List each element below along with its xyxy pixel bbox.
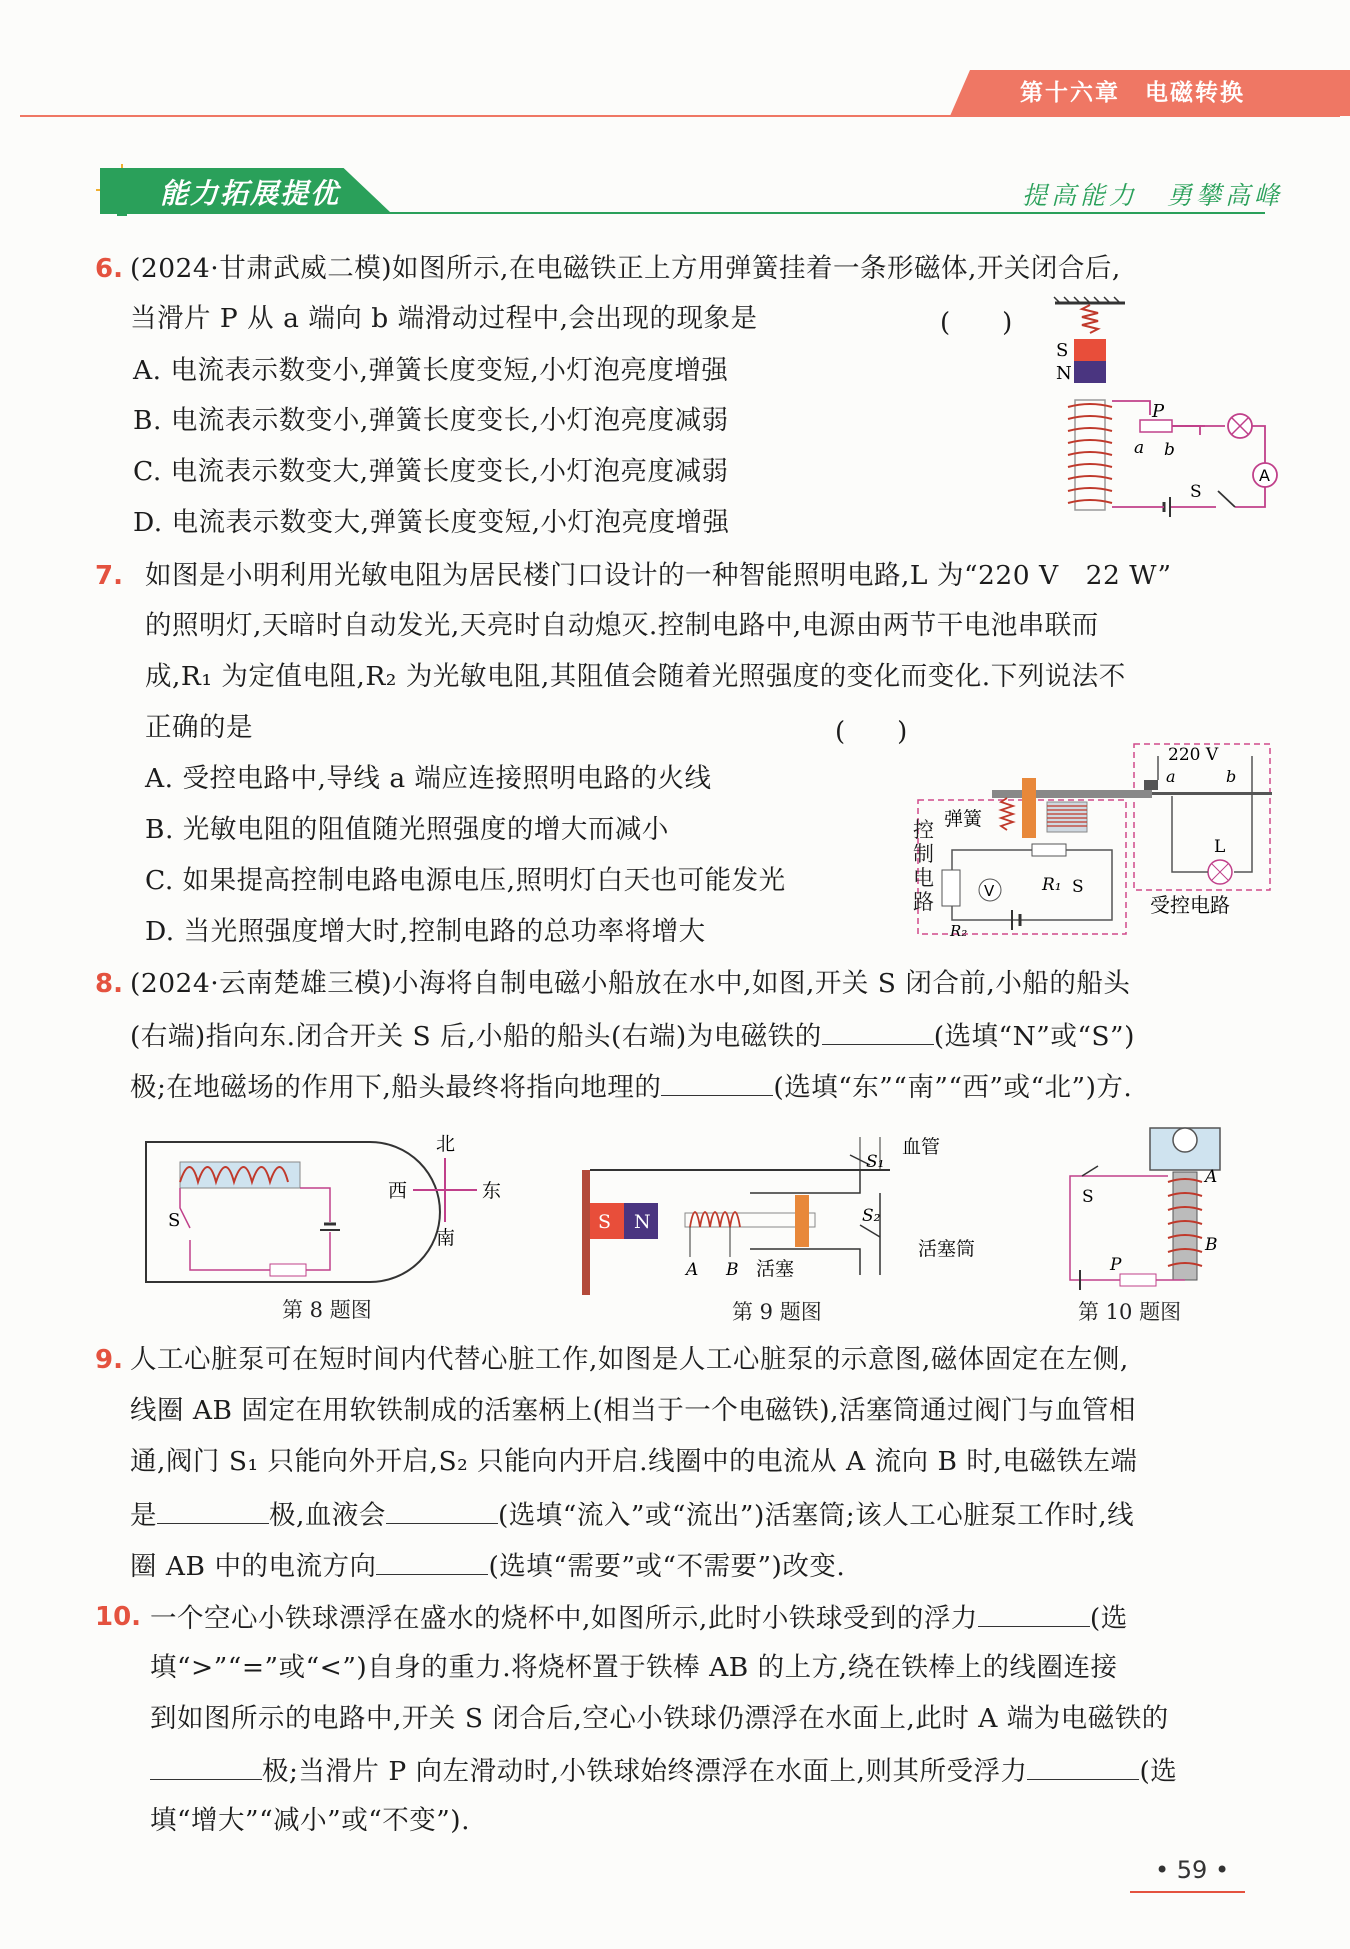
q7-option-a: A. 受控电路中,导线 a 端应连接照明电路的火线 bbox=[145, 763, 712, 794]
q6-option-c: C. 电流表示数变大,弹簧长度变长,小灯泡亮度减弱 bbox=[133, 456, 729, 487]
q8-line: 极;在地磁场的作用下,船头最终将指向地理的 (选填“东”“南”“西”或“北”)方. bbox=[130, 1069, 1132, 1105]
q7-line: 正确的是 bbox=[145, 712, 253, 743]
south-label: 南 bbox=[436, 1227, 456, 1249]
q10-line: 极;当滑片 P 向左滑动时,小铁球始终漂浮在水面上,则其所受浮力 (选 bbox=[150, 1753, 1177, 1789]
q6-line: (2024·甘肃武威二模)如图所示,在电磁铁正上方用弹簧挂着一条形磁体,开关闭合后, bbox=[130, 253, 1121, 284]
spring-label: 弹簧 bbox=[944, 808, 983, 830]
fig8-caption: 第 8 题图 bbox=[282, 1298, 372, 1322]
q9-line: 是 极,血液会 (选填“流入”或“流出”)活塞筒;该人工心脏泵工作时,线 bbox=[130, 1497, 1134, 1533]
answer-blank[interactable] bbox=[661, 1069, 773, 1096]
fig9-a-label: A bbox=[686, 1260, 699, 1280]
ammeter-label: A bbox=[1259, 466, 1270, 485]
q9-line: 线圈 AB 固定在用软铁制成的活塞柄上(相当于一个电磁铁),活塞筒通过阀门与血管相 bbox=[130, 1395, 1137, 1426]
q8-line: (2024·云南楚雄三模)小海将自制电磁小船放在水中,如图,开关 S 闭合前,小船的船头 bbox=[130, 968, 1131, 999]
vessel-label: 血管 bbox=[902, 1136, 941, 1158]
q6-option-a: A. 电流表示数变小,弹簧长度变短,小灯泡亮度增强 bbox=[133, 355, 729, 386]
q6-figure bbox=[1040, 295, 1280, 525]
fig10-switch-label: S bbox=[1082, 1187, 1094, 1207]
answer-blank[interactable] bbox=[1027, 1753, 1139, 1780]
q8-line: (右端)指向东.闭合开关 S 后,小船的船头(右端)为电磁铁的 (选填“N”或“S”) bbox=[130, 1018, 1135, 1054]
q6-option-b: B. 电流表示数变小,弹簧长度变长,小灯泡亮度减弱 bbox=[133, 405, 729, 436]
answer-blank[interactable] bbox=[978, 1600, 1090, 1627]
section-title: 能力拓展提优 bbox=[160, 177, 341, 210]
q9-line: 通,阀门 S₁ 只能向外开启,S₂ 只能向内开启.线圈中的电流从 A 流向 B 时,电磁铁左端 bbox=[130, 1446, 1138, 1477]
wire-a-label: a bbox=[1166, 767, 1176, 786]
q6-option-d: D. 电流表示数变大,弹簧长度变短,小灯泡亮度增强 bbox=[133, 507, 730, 538]
q9-line: 人工心脏泵可在短时间内代替心脏工作,如图是人工心脏泵的示意图,磁体固定在左侧, bbox=[130, 1344, 1129, 1375]
fig8-figure bbox=[140, 1130, 520, 1300]
fig10-b-label: B bbox=[1205, 1235, 1218, 1255]
q7-option-d: D. 当光照强度增大时,控制电路的总功率将增大 bbox=[145, 916, 706, 947]
header-rule bbox=[20, 115, 1340, 117]
chapter-title: 第十六章 电磁转换 bbox=[1020, 80, 1245, 106]
q10-number: 10. bbox=[95, 1602, 142, 1632]
wire-b-label: b bbox=[1226, 767, 1237, 786]
q7-line: 如图是小明利用光敏电阻为居民楼门口设计的一种智能照明电路,L 为“220 V 22 W” bbox=[145, 560, 1172, 591]
q10-line: 一个空心小铁球漂浮在盛水的烧杯中,如图所示,此时小铁球受到的浮力 (选 bbox=[150, 1600, 1128, 1636]
east-label: 东 bbox=[482, 1180, 502, 1202]
fig8-switch-label: S bbox=[168, 1210, 181, 1231]
fig10-figure bbox=[1040, 1120, 1240, 1295]
page-rule bbox=[1130, 1891, 1245, 1893]
fig9-figure bbox=[580, 1125, 980, 1295]
magnet-n-label: N bbox=[1056, 363, 1072, 384]
fig9-s1-label: S₁ bbox=[866, 1152, 885, 1172]
north-label: 北 bbox=[436, 1133, 456, 1155]
q7-answer-paren: ( ) bbox=[835, 717, 908, 747]
slider-p-label: P bbox=[1152, 401, 1165, 422]
control-switch-label: S bbox=[1072, 877, 1084, 897]
fig10-p-label: P bbox=[1110, 1255, 1122, 1275]
lamp-label: L bbox=[1214, 837, 1226, 857]
answer-blank[interactable] bbox=[157, 1497, 269, 1524]
answer-blank[interactable] bbox=[822, 1018, 934, 1045]
fig9-b-label: B bbox=[726, 1260, 739, 1280]
q7-figure bbox=[912, 740, 1277, 940]
q6-answer-paren: ( ) bbox=[940, 308, 1013, 338]
slider-b-label: b bbox=[1164, 440, 1175, 460]
switch-label: S bbox=[1190, 482, 1202, 502]
q9-number: 9. bbox=[95, 1345, 123, 1375]
voltage-label: 220 V bbox=[1168, 745, 1219, 765]
piston-label: 活塞 bbox=[756, 1258, 795, 1280]
q7-line: 的照明灯,天暗时自动发光,天亮时自动熄灭.控制电路中,电源由两节干电池串联而 bbox=[145, 610, 1099, 641]
q7-line: 成,R₁ 为定值电阻,R₂ 为光敏电阻,其阻值会随着光照强度的变化而变化.下列说法不 bbox=[145, 661, 1126, 692]
controlled-circuit-label: 受控电路 bbox=[1150, 893, 1230, 917]
magnet-s-label: S bbox=[1056, 340, 1069, 361]
fig9-caption: 第 9 题图 bbox=[732, 1300, 822, 1324]
section-motto: 提高能力 勇攀高峰 bbox=[1022, 181, 1284, 210]
answer-blank[interactable] bbox=[376, 1548, 488, 1575]
answer-blank[interactable] bbox=[386, 1497, 498, 1524]
q8-number: 8. bbox=[95, 969, 123, 999]
fig10-a-label: A bbox=[1205, 1167, 1218, 1187]
fig10-caption: 第 10 题图 bbox=[1078, 1300, 1182, 1324]
control-circuit-label: 控制电路 bbox=[913, 818, 934, 914]
q10-line: 填“>”“=”或“<”)自身的重力.将烧杯置于铁棒 AB 的上方,绕在铁棒上的线圈连接 bbox=[150, 1652, 1118, 1683]
q7-option-b: B. 光敏电阻的阻值随光照强度的增大而减小 bbox=[145, 814, 669, 845]
slider-a-label: a bbox=[1134, 438, 1145, 458]
page-number: • 59 • bbox=[1155, 1856, 1230, 1884]
q6-line: 当滑片 P 从 a 端向 b 端滑动过程中,会出现的现象是 bbox=[130, 303, 758, 334]
answer-blank[interactable] bbox=[150, 1753, 262, 1780]
section-rule bbox=[100, 212, 1265, 214]
q7-number: 7. bbox=[95, 561, 123, 591]
q7-option-c: C. 如果提高控制电路电源电压,照明灯白天也可能发光 bbox=[145, 865, 786, 896]
r2-label: R₂ bbox=[950, 922, 968, 940]
fig9-s-label: S bbox=[598, 1211, 612, 1233]
q9-line: 圈 AB 中的电流方向 (选填“需要”或“不需要”)改变. bbox=[130, 1548, 845, 1584]
fig9-n-label: N bbox=[634, 1211, 651, 1233]
voltmeter-label: V bbox=[984, 882, 995, 900]
r1-label: R₁ bbox=[1042, 875, 1062, 895]
q10-line: 到如图所示的电路中,开关 S 闭合后,空心小铁球仍漂浮在水面上,此时 A 端为电磁铁的 bbox=[150, 1703, 1169, 1734]
fig9-s2-label: S₂ bbox=[862, 1206, 881, 1226]
q6-number: 6. bbox=[95, 254, 123, 284]
cylinder-label: 活塞筒 bbox=[918, 1238, 976, 1260]
q10-line: 填“增大”“减小”或“不变”). bbox=[150, 1805, 471, 1836]
west-label: 西 bbox=[388, 1180, 408, 1202]
